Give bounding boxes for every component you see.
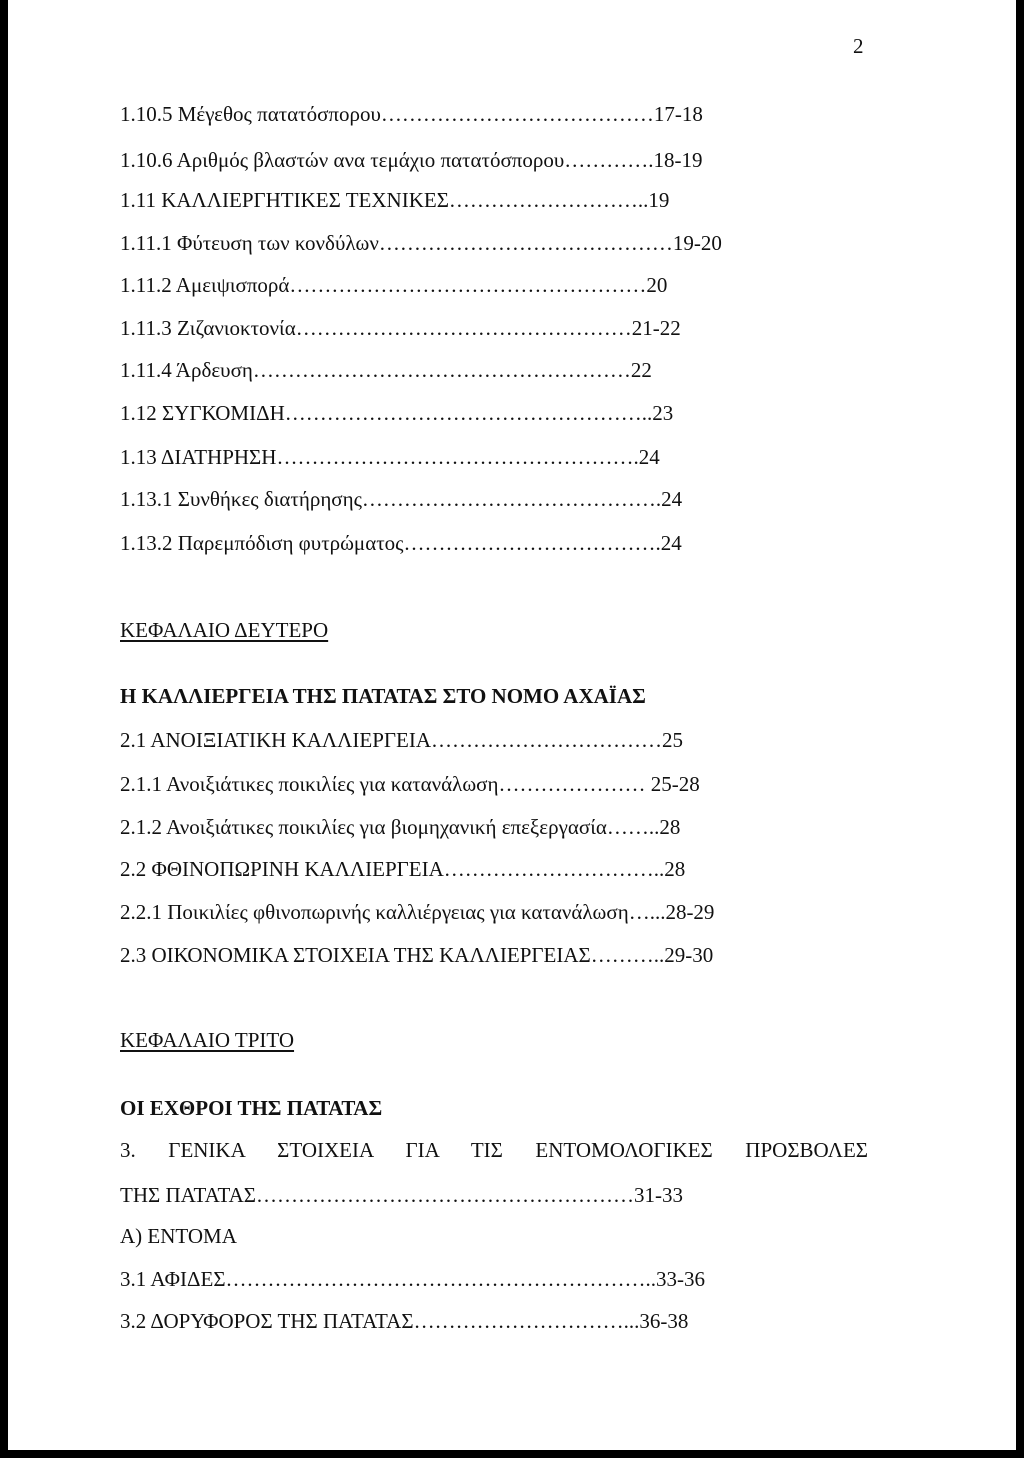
toc-entry [120, 275, 667, 296]
toc-page: 28-29 [665, 900, 715, 924]
toc-leader: …………………………………………… [289, 273, 647, 297]
toc-entry-title: 1.10.6 Αριθμός βλαστών ανα τεμάχιο πατατόσπορου [120, 148, 565, 172]
toc-entry [120, 360, 652, 381]
toc-page: 25 [662, 728, 684, 752]
toc-page: 18-19 [653, 148, 703, 172]
toc-page: 22 [630, 358, 652, 382]
toc-leader: ………………………………… [380, 102, 654, 126]
toc-leader: ………………………….. [443, 857, 665, 881]
chapter2-title: Η ΚΑΛΛΙΕΡΓΕΙΑ ΤΗΣ ΠΑΤΑΤΑΣ ΣΤΟ ΝΟΜΟ ΑΧΑΪΑΣ [120, 684, 646, 708]
chapter3-subheading: Α) ΕΝΤΟΜΑ [120, 1224, 237, 1248]
toc-leader: ……….. [590, 943, 665, 967]
toc-page: 23 [652, 401, 674, 425]
toc-entry-title: 2.2 ΦΘΙΝΟΠΩΡΙΝΗ ΚΑΛΛΙΕΡΓΕΙΑ [120, 857, 444, 881]
toc-page: 36-38 [639, 1309, 689, 1333]
toc-entry-title: 2.2.1 Ποικιλίες φθινοπωρινής καλλιέργειας για κατανάλωση [120, 900, 629, 924]
toc-entry [120, 150, 703, 171]
toc-entry-title: 3.2 ΔΟΡΥΦΟΡΟΣ ΤΗΣ ΠΑΤΑΤΑΣ [120, 1309, 414, 1333]
toc-entry [120, 945, 713, 966]
toc-page: 19 [648, 188, 670, 212]
toc-entry-title: 1.13.1 Συνθήκες διατήρησης [120, 487, 362, 511]
toc-entry [120, 190, 669, 211]
toc-entry-title: 1.12 ΣΥΓΚΟΜΙΔΗ [120, 401, 285, 425]
toc-entry-title: 1.11.4 Άρδευση [120, 358, 253, 382]
toc-leader: …... [628, 900, 666, 924]
toc-leader: ……………………………………. [361, 487, 662, 511]
toc-leader: …………………………... [413, 1309, 640, 1333]
toc-page: 17-18 [653, 102, 703, 126]
toc-entry-title: 1.11.1 Φύτευση των κονδύλων [120, 231, 379, 255]
toc-leader: ………………………………………… [295, 316, 632, 340]
toc-page: 19-20 [672, 231, 722, 255]
chapter3-title: ΟΙ ΕΧΘΡΟΙ ΤΗΣ ΠΑΤΑΤΑΣ [120, 1096, 383, 1120]
toc-entry [120, 730, 683, 751]
toc-entry [120, 318, 681, 339]
toc-leader: …………………………………………….. [284, 401, 653, 425]
toc-entry-title: 2.3 ΟΙΚΟΝΟΜΙΚΑ ΣΤΟΙΧΕΙΑ ΤΗΣ ΚΑΛΛΙΕΡΓΕΙΑΣ [120, 943, 591, 967]
page-number: 2 [853, 34, 864, 58]
toc-entry-title: 1.10.5 Μέγεθος πατατόσπορου [120, 102, 381, 126]
toc-page: 21-22 [631, 316, 681, 340]
toc-leader: ……………………….. [448, 188, 649, 212]
toc-entry-title: 2.1 ΑΝΟΙΞΙΑΤΙΚΗ ΚΑΛΛΙΕΡΓΕΙΑ [120, 728, 432, 752]
toc-page: 20 [646, 273, 668, 297]
toc-entry-title: 2.1.1 Ανοιξιάτικες ποικιλίες για κατανάλωση [120, 772, 499, 796]
toc-entry [120, 233, 722, 254]
toc-entry-title: ΤΗΣ ΠΑΤΑΤΑΣ [120, 1183, 257, 1207]
toc-page: 24 [638, 445, 660, 469]
toc-entry-title: 1.13 ΔΙΑΤΗΡΗΣΗ [120, 445, 277, 469]
document-page [8, 0, 1016, 1450]
toc-leader: ………………………………. [403, 531, 661, 555]
toc-entry [120, 902, 714, 923]
toc-entry-title: 2.1.2 Ανοιξιάτικες ποικιλίες για βιομηχανική επεξεργασία [120, 815, 607, 839]
toc-leader: …….. [606, 815, 660, 839]
toc-entry-title: 1.13.2 Παρεμπόδιση φυτρώματος [120, 531, 404, 555]
toc-leader: ……………………………………………… [256, 1183, 635, 1207]
toc-entry-title: 3.1 ΑΦΙΔΕΣ [120, 1267, 226, 1291]
toc-entry-title: 1.11 ΚΑΛΛΙΕΡΓΗΤΙΚΕΣ ΤΕΧΝΙΚΕΣ [120, 188, 449, 212]
toc-entry [120, 1185, 683, 1206]
chapter2-label: ΚΕΦΑΛΑΙΟ ΔΕΥΤΕΡΟ [120, 618, 329, 642]
chapter3-intro-line: 3. ΓΕΝΙΚΑ ΣΤΟΙΧΕΙΑ ΓΙΑ ΤΙΣ ΕΝΤΟΜΟΛΟΓΙΚΕΣ ΠΡΟΣΒΟΛΕΣ [120, 1138, 868, 1162]
toc-entry [120, 403, 673, 424]
toc-leader: ………………… [498, 772, 651, 796]
toc-entry [120, 1311, 688, 1332]
chapter3-label: ΚΕΦΑΛΑΙΟ ΤΡΙΤΟ [120, 1028, 295, 1052]
toc-leader: ……………………………………………. [276, 445, 639, 469]
toc-page: 28 [664, 857, 686, 881]
toc-page: 25-28 [650, 772, 700, 796]
toc-entry [120, 104, 703, 125]
toc-entry [120, 859, 685, 880]
toc-leader: …………………………………………………….. [225, 1267, 657, 1291]
toc-entry [120, 447, 660, 468]
toc-page: 31-33 [634, 1183, 684, 1207]
toc-page: 28 [659, 815, 681, 839]
toc-leader: …………………………… [431, 728, 663, 752]
toc-page: 33-36 [656, 1267, 706, 1291]
toc-leader: …………. [564, 148, 654, 172]
toc-entry-title: 1.11.3 Ζιζανιοκτονία [120, 316, 296, 340]
toc-page: 29-30 [664, 943, 714, 967]
toc-entry [120, 533, 682, 554]
toc-entry-title: 1.11.2 Αμειψισπορά [120, 273, 290, 297]
toc-entry [120, 489, 682, 510]
toc-entry [120, 774, 700, 795]
toc-entry [120, 1269, 705, 1290]
toc-leader: ……………………………………………… [252, 358, 631, 382]
toc-page: 24 [661, 487, 683, 511]
toc-page: 24 [660, 531, 682, 555]
toc-entry [120, 817, 680, 838]
toc-leader: …………………………………… [378, 231, 673, 255]
